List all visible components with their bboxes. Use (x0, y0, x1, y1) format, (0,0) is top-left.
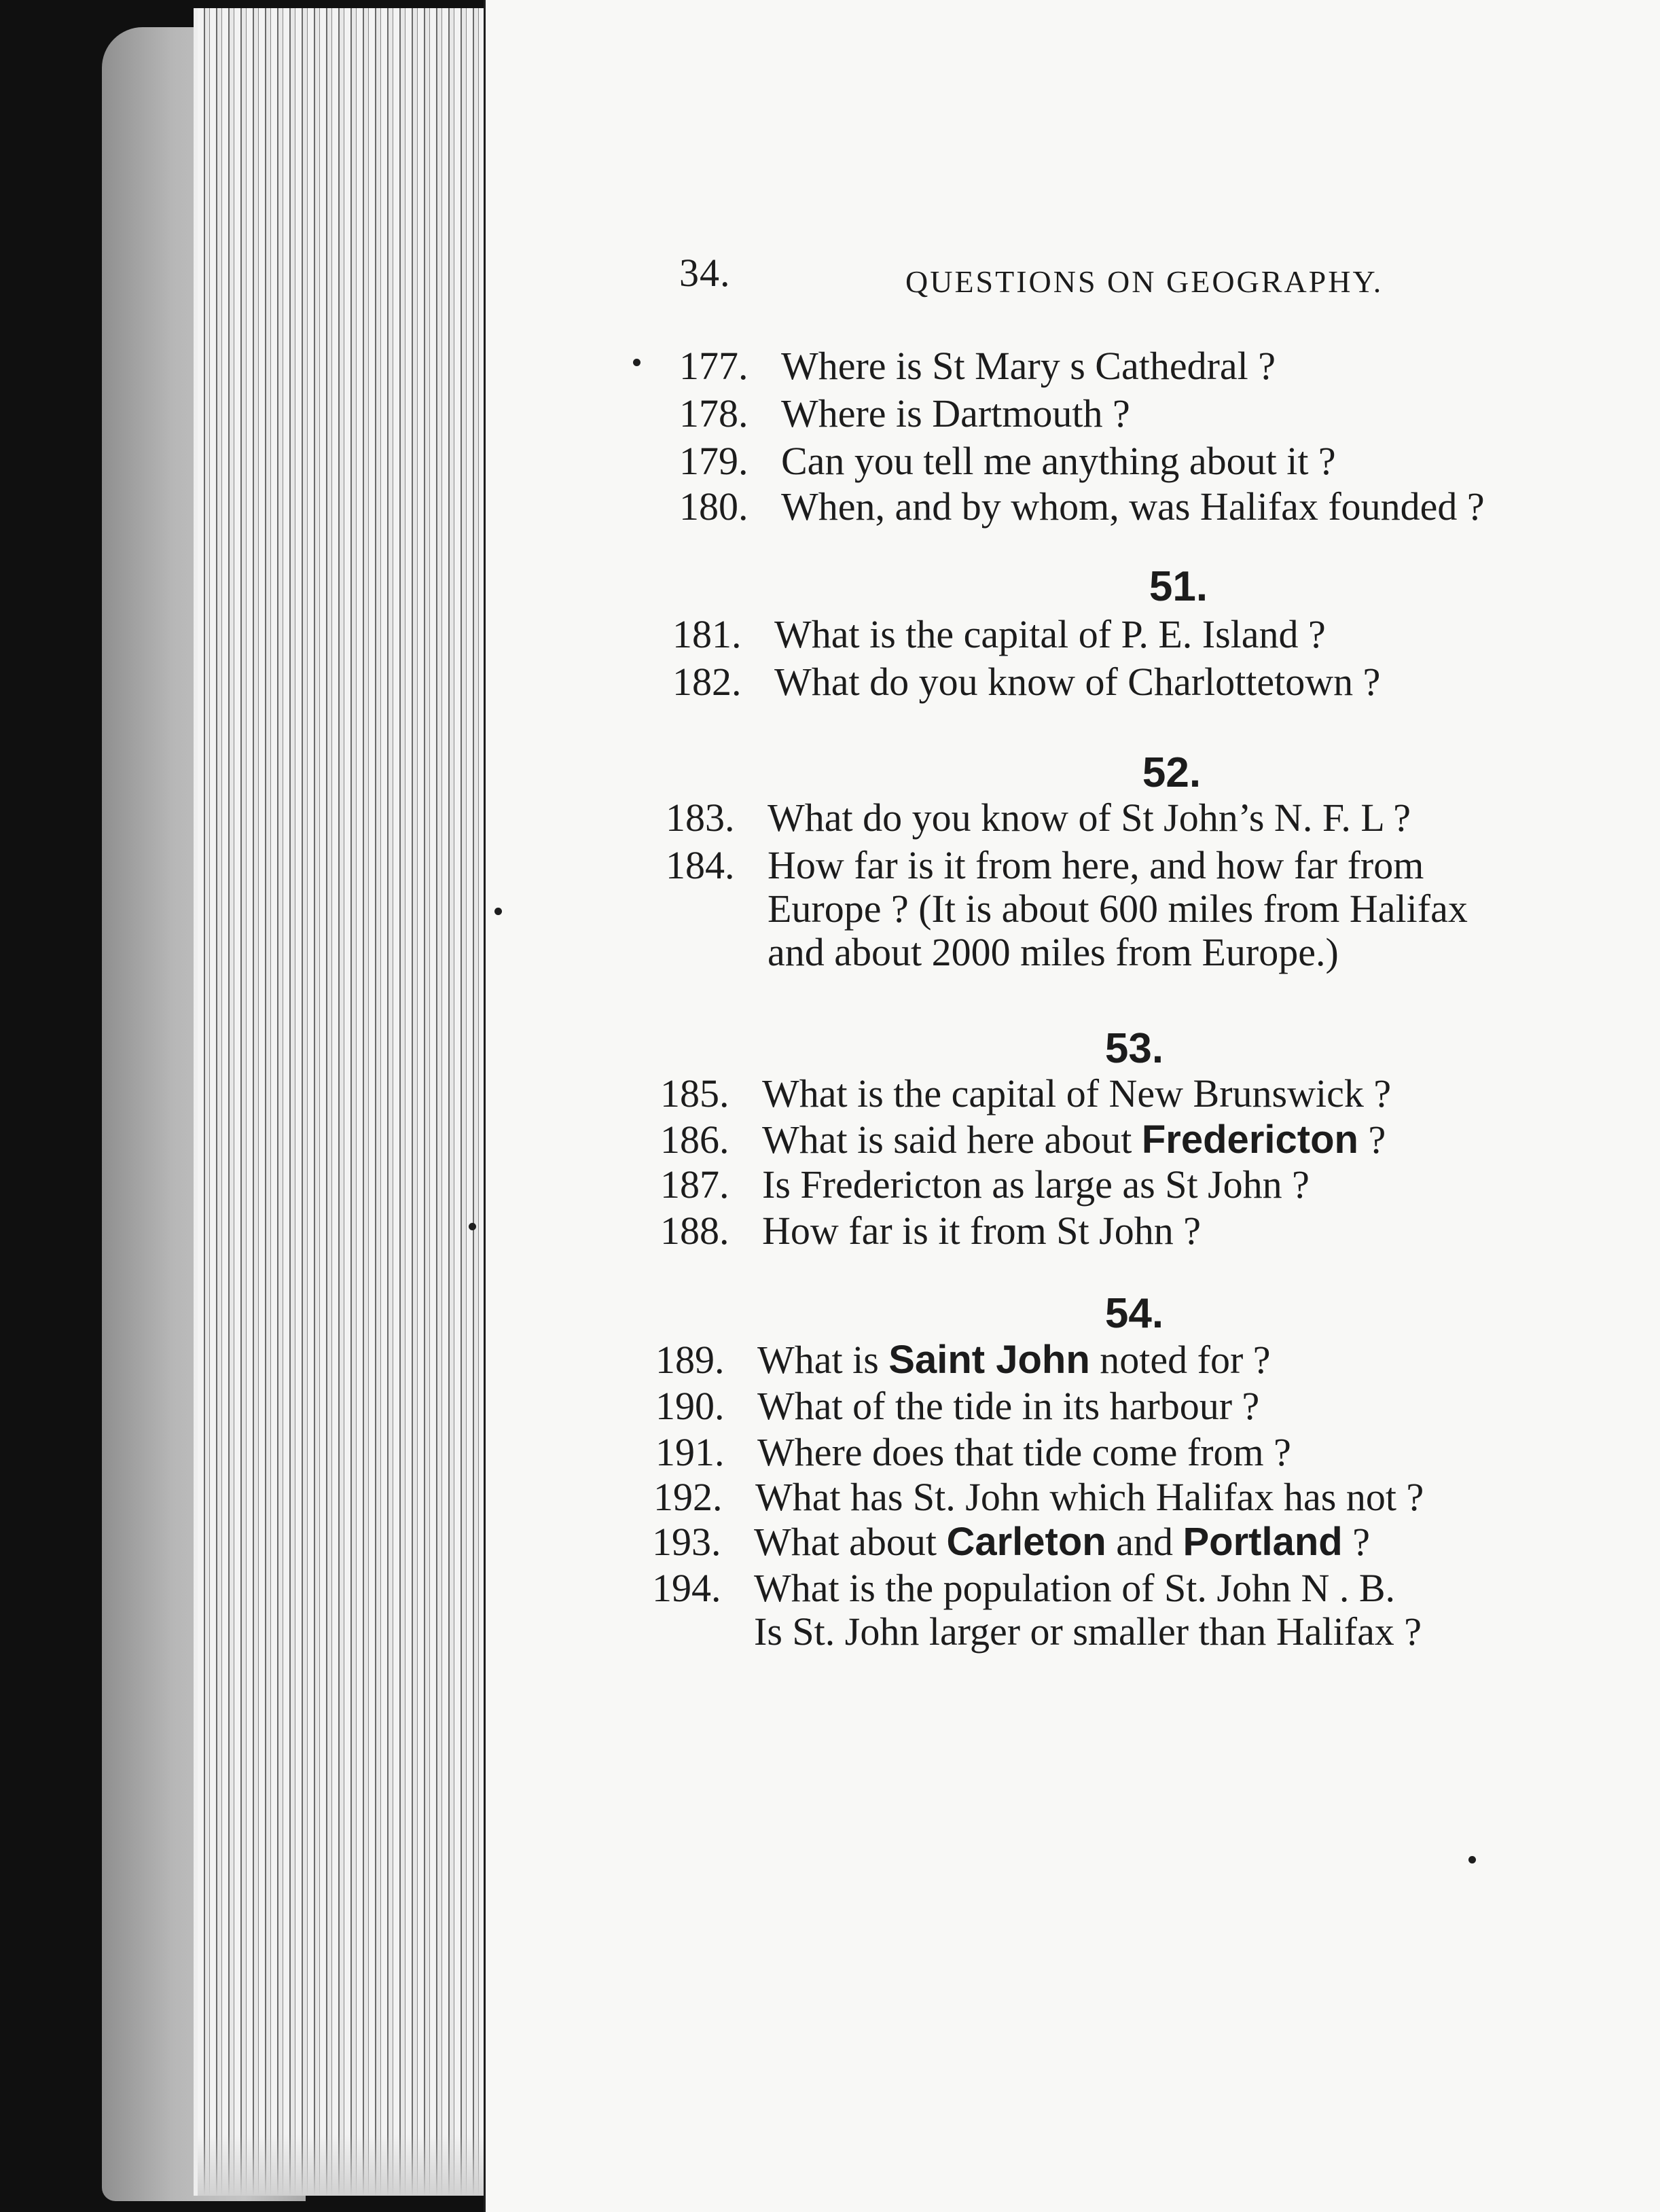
question-number: 180. (679, 484, 748, 529)
question-text-post: ? (1342, 1520, 1370, 1564)
margin-speck (494, 908, 502, 915)
section-heading-53: 53. (1104, 1025, 1164, 1072)
place-name-fredericton: Fredericton (1141, 1118, 1358, 1162)
question-text-post: ? (1358, 1118, 1386, 1162)
place-name-carleton: Carleton (946, 1520, 1106, 1564)
question-number: 182. (672, 660, 742, 704)
question-text: What of the tide in its harbour ? (757, 1384, 1260, 1428)
question-number: 192. (653, 1475, 723, 1519)
question-text (762, 1117, 1386, 1162)
question-text: Can you tell me anything about it ? (781, 439, 1336, 483)
section-heading-52: 52. (1142, 749, 1202, 796)
place-name-saint-john: Saint John (888, 1338, 1090, 1382)
question-text-pre: What is said here about (762, 1118, 1142, 1162)
question-number: 181. (672, 612, 742, 656)
question-text: What is the capital of New Brunswick ? (762, 1071, 1392, 1116)
question-number: 187. (660, 1162, 729, 1207)
question-text: What do you know of St John’s N. F. L ? (768, 796, 1411, 840)
question-number: 179. (679, 439, 748, 483)
question-text-pre: What is (757, 1338, 889, 1382)
question-text (757, 1337, 1271, 1382)
question-text: What do you know of Charlottetown ? (774, 660, 1381, 704)
question-number: 178. (679, 391, 748, 435)
question-number: 186. (660, 1118, 729, 1162)
place-name-portland: Portland (1183, 1520, 1343, 1564)
question-text: Where is Dartmouth ? (781, 391, 1130, 435)
question-text: What has St. John which Halifax has not ? (755, 1475, 1424, 1519)
question-number: 183. (666, 796, 735, 840)
question-number: 184. (666, 843, 735, 887)
question-number: 177. (679, 344, 748, 388)
page-title: QUESTIONS ON GEOGRAPHY. (905, 264, 1384, 299)
question-text-line-2: Europe ? (It is about 600 miles from Halifax (768, 887, 1468, 931)
question-number: 191. (655, 1430, 725, 1474)
page-number: 34. (679, 251, 731, 295)
question-text-mid: and (1106, 1520, 1183, 1564)
section-heading-51: 51. (1149, 563, 1208, 610)
question-number: 188. (660, 1209, 729, 1253)
margin-speck (469, 1223, 476, 1230)
question-text: When, and by whom, was Halifax founded ? (781, 484, 1485, 529)
question-text-post: noted for ? (1089, 1338, 1271, 1382)
question-number: 189. (655, 1338, 725, 1382)
running-head (679, 250, 1660, 304)
question-text-line-3: and about 2000 miles from Europe.) (768, 930, 1339, 974)
question-number: 185. (660, 1071, 729, 1116)
section-heading-54: 54. (1104, 1290, 1164, 1337)
question-text: Where does that tide come from ? (757, 1430, 1291, 1474)
question-text-line-1: How far is it from here, and how far from (768, 843, 1424, 887)
question-text: How far is it from St John ? (762, 1209, 1201, 1253)
question-text-pre: What about (754, 1520, 947, 1564)
question-text: Is Fredericton as large as St John ? (762, 1162, 1310, 1207)
question-number: 194. (652, 1566, 721, 1610)
margin-speck (633, 359, 640, 366)
question-text-line-2: Is St. John larger or smaller than Halifax ? (754, 1609, 1422, 1654)
question-text: What is the capital of P. E. Island ? (774, 612, 1326, 656)
question-number: 190. (655, 1384, 725, 1428)
question-text-line-1: What is the population of St. John N . B. (754, 1566, 1396, 1610)
margin-speck (1468, 1856, 1476, 1863)
page-edges (194, 8, 497, 2196)
question-text: Where is St Mary s Cathedral ? (781, 344, 1276, 388)
question-number: 193. (652, 1520, 721, 1564)
question-text (754, 1519, 1370, 1565)
